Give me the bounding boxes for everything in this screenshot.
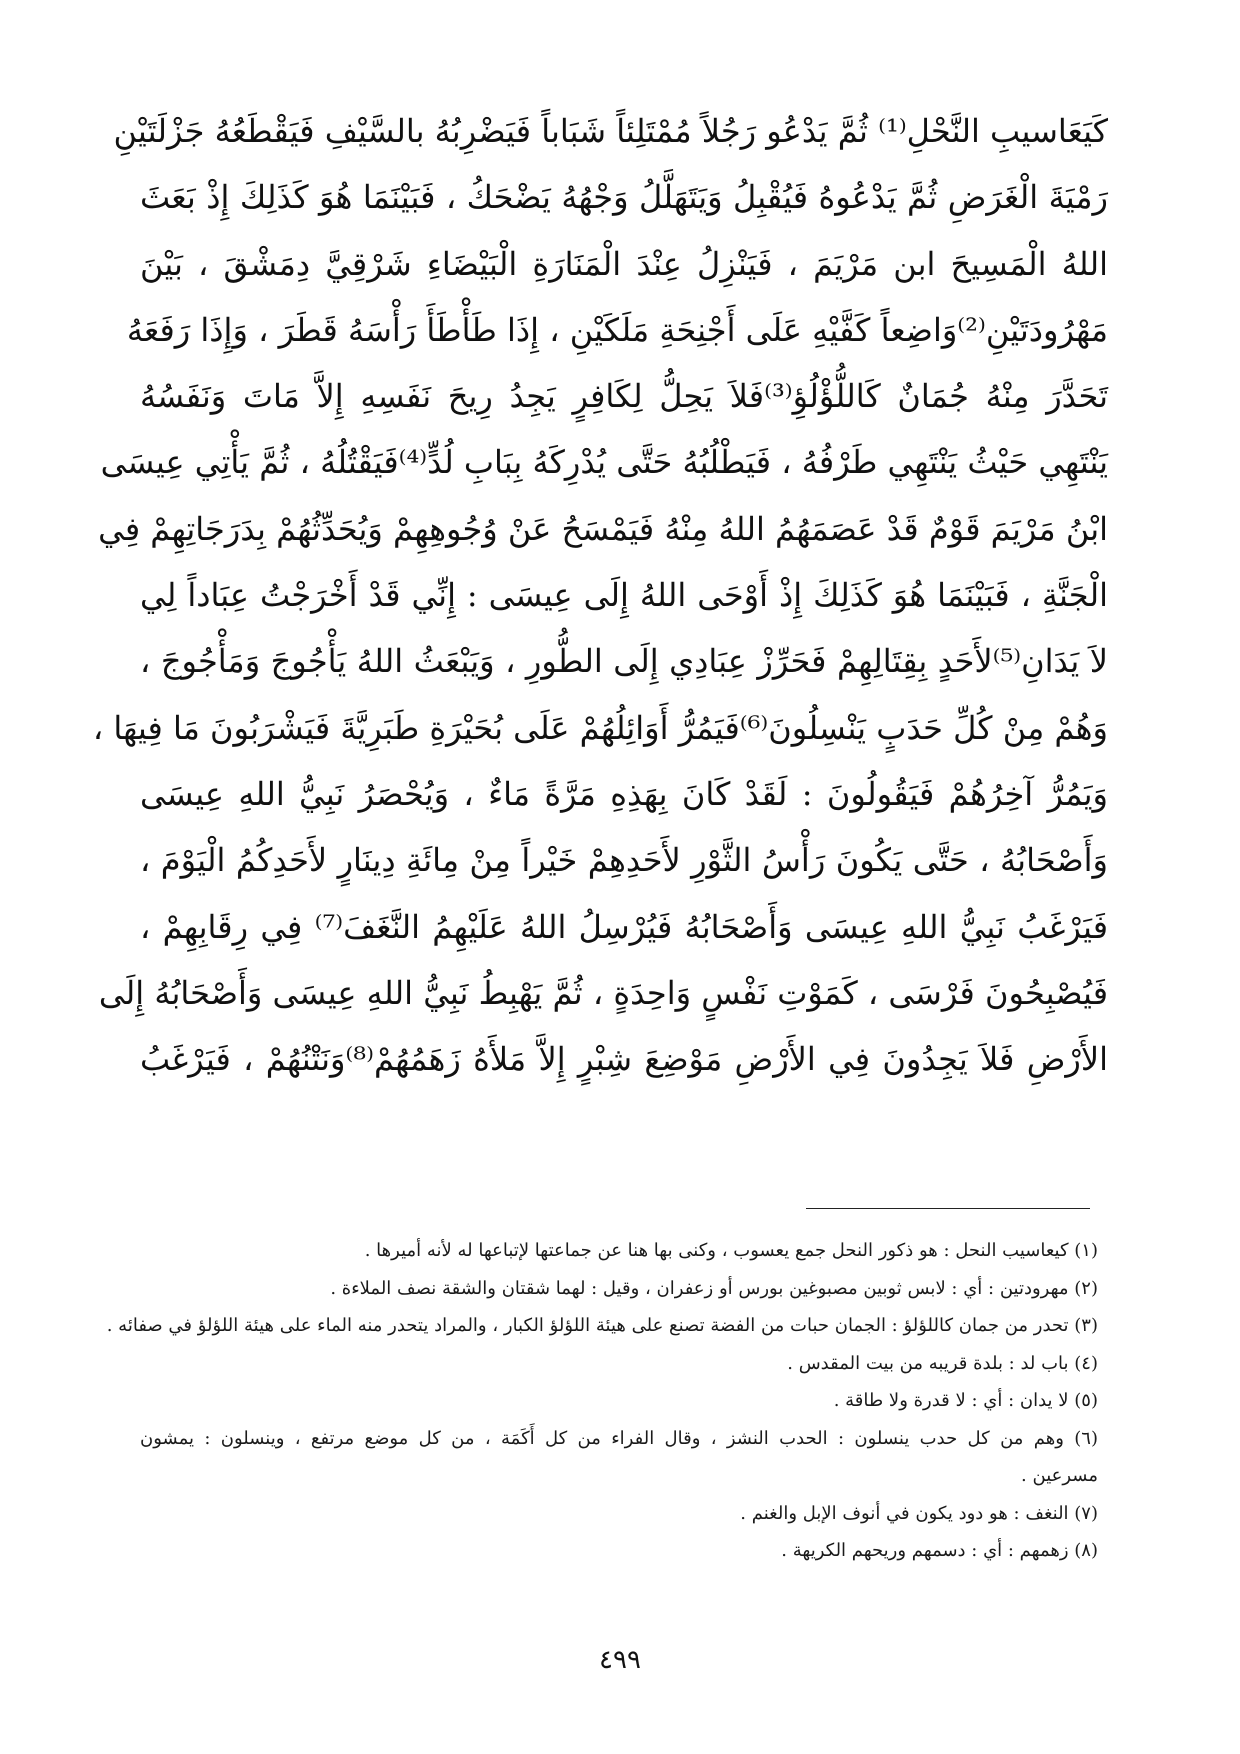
- text-line: وَأَصْحَابُهُ ، حَتَّى يَكُونَ رَأْسُ الثَّوْرِ لأَحَدِهِمْ خَيْراً مِنْ مِائَةِ دِينَارٍ لأَحَدِكُمُ الْيَوْمَ ،: [140, 841, 1109, 880]
- text-line: اللهُ الْمَسِيحَ ابن مَرْيَمَ ، فَيَنْزِلُ عِنْدَ الْمَنَارَةِ الْبَيْضَاءِ شَرْقِيَّ دِمَشْقَ ، بَيْنَ: [140, 244, 1108, 283]
- text-line: رَمْيَةَ الْغَرَضِ ثُمَّ يَدْعُوهُ فَيُقْبِلُ وَيَتَهَلَّلُ وَجْهُهُ يَضْحَكُ ، فَبَيْنَمَا هُوَ كَذَلِكَ إِذْ بَعَثَ: [140, 178, 1108, 217]
- text-line: الْجَنَّةِ ، فَبَيْنَمَا هُوَ كَذَلِكَ إِذْ أَوْحَى اللهُ إِلَى عِيسَى : إِنِّي قَدْ أَخْرَجْتُ عِبَاداً لِي: [140, 576, 1108, 615]
- footnote: (٤) باب لد : بلدة قريبه من بيت المقدس .: [787, 1352, 1098, 1374]
- text-line: ابْنُ مَرْيَمَ قَوْمٌ قَدْ عَصَمَهُمُ اللهُ مِنْهُ فَيَمْسَحُ عَنْ وُجُوهِهِمْ وَيُحَدِّثُهُمْ بِدَرَجَاتِهِمْ فِي: [98, 509, 1108, 548]
- footnote: (٦) وهم من كل حدب ينسلون : الحدب النشز ، وقال الفراء من كل أَكَمَة ، من كل موضع مرتفع ، وينسلون : يمشون: [140, 1427, 1098, 1449]
- text-line: مَهْرُودَتَيْنِ⁽²⁾وَاضِعاً كَفَّيْهِ عَلَى أَجْنِحَةِ مَلَكَيْنِ ، إِذَا طَأْطَأَ رَأْسَهُ قَطَرَ ، وَإِذَا رَفَعَهُ: [126, 310, 1108, 349]
- footnote: (٢) مهرودتين : أي : لابس ثوبين مصبوغين بورس أو زعفران ، وقيل : لهما شقتان والشقة نصف الملاءة .: [330, 1277, 1098, 1299]
- text-line: تَحَدَّرَ مِنْهُ جُمَانٌ كَاللُّؤْلُؤِ⁽³⁾فَلاَ يَحِلُّ لِكَافِرٍ يَجِدُ رِيحَ نَفَسِهِ إِلاَّ مَاتَ وَنَفَسُهُ: [140, 377, 1109, 416]
- text-line: فَيُصْبِحُونَ فَرْسَى ، كَمَوْتِ نَفْسٍ وَاحِدَةٍ ، ثُمَّ يَهْبِطُ نَبِيُّ اللهِ عِيسَى وَأَصْحَابُهُ إِلَى: [98, 973, 1108, 1012]
- main-text-block: [92, 98, 1109, 1092]
- text-line: وَيَمُرُّ آخِرُهُمْ فَيَقُولُونَ : لَقَدْ كَانَ بِهَذِهِ مَرَّةً مَاءٌ ، وَيُحْصَرُ نَبِيُّ اللهِ عِيسَى: [140, 774, 1108, 813]
- page-number: ٤٩٩: [599, 1645, 641, 1675]
- footnote: (٣) تحدر من جمان كاللؤلؤ : الجمان حبات من الفضة تصنع على هيئة اللؤلؤ الكبار ، والمراد يتحدر منه الماء على هيئة اللؤلؤ في صفائه .: [106, 1315, 1098, 1336]
- footnotes-block: [106, 1232, 1098, 1570]
- footnote-separator: [806, 1208, 1090, 1209]
- text-line: يَنْتَهِي حَيْثُ يَنْتَهِي طَرْفُهُ ، فَيَطْلُبُهُ حَتَّى يُدْرِكَهُ بِبَابِ لُدٍّ⁽⁴⁾فَيَقْتُلُهُ ، ثُمَّ يَأْتِي عِيسَى: [100, 443, 1108, 482]
- footnote: (١) كيعاسيب النحل : هو ذكور النحل جمع يعسوب ، وكنى بها هنا عن جماعتها لإتباعها له لأنه أميرها .: [364, 1240, 1098, 1261]
- footnote-continuation: مسرعين .: [1021, 1465, 1098, 1486]
- text-line: الأَرْضِ فَلاَ يَجِدُونَ فِي الأَرْضِ مَوْضِعَ شِبْرٍ إِلاَّ مَلأَهُ زَهَمُهُمْ⁽⁸⁾وَنَتْنُهُمْ ، فَيَرْغَبُ: [140, 1040, 1109, 1079]
- text-line: كَيَعَاسيبِ النَّحْلِ⁽¹⁾ ثُمَّ يَدْعُو رَجُلاً مُمْتَلِئاً شَبَاباً فَيَضْرِبُهُ بالسَّيْفِ فَيَقْطَعُهُ جَزْلَتَيْنِ: [113, 112, 1108, 150]
- footnote: (٥) لا يدان : أي : لا قدرة ولا طاقة .: [833, 1390, 1098, 1411]
- text-line: وَهُمْ مِنْ كُلِّ حَدَبٍ يَنْسِلُونَ⁽⁶⁾فَيَمُرُّ أَوَائِلُهُمْ عَلَى بُحَيْرَةِ طَبَرِيَّةَ فَيَشْرَبُونَ مَا فِيهَا ،: [92, 708, 1108, 747]
- footnote: (٨) زهمهم : أي : دسمهم وريحهم الكريهة .: [781, 1540, 1098, 1561]
- text-line: لاَ يَدَانِ⁽⁵⁾لأَحَدٍ بِقِتَالِهِمْ فَحَرِّزْ عِبَادِي إِلَى الطُّورِ ، وَيَبْعَثُ اللهُ يَأْجُوجَ وَمَأْجُوجَ ،: [140, 642, 1109, 681]
- footnote: (٧) النغف : هو دود يكون في أنوف الإبل والغنم .: [740, 1502, 1098, 1524]
- text-line: فَيَرْغَبُ نَبِيُّ اللهِ عِيسَى وَأَصْحَابُهُ فَيُرْسِلُ اللهُ عَلَيْهِمُ النَّغَفَ⁽⁷⁾ فِي رِقَابِهِمْ ،: [140, 907, 1109, 946]
